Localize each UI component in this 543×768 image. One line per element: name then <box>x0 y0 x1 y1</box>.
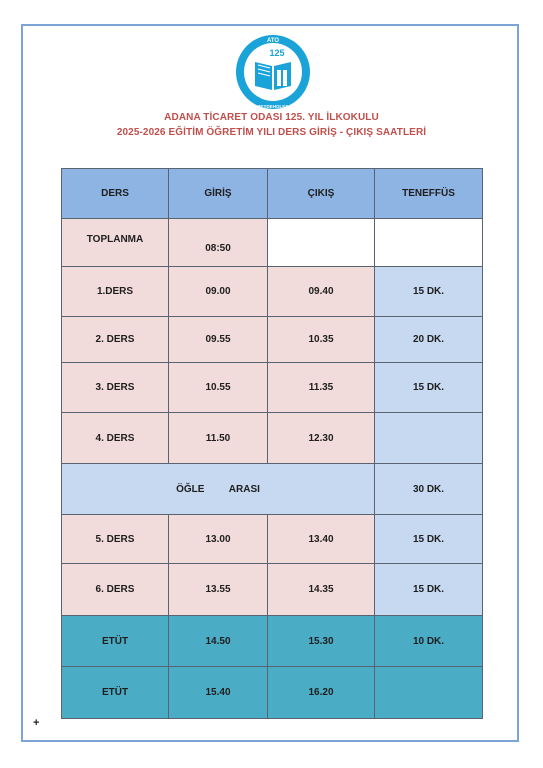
row-start: 08:50 <box>169 219 268 267</box>
table-row <box>62 219 483 267</box>
row-end: 16.20 <box>268 667 375 719</box>
row-break <box>375 413 483 464</box>
row-break: 15 DK. <box>375 564 483 616</box>
row-end: 14.35 <box>268 564 375 616</box>
table-row <box>62 667 483 719</box>
row-break <box>375 219 483 267</box>
row-start: 15.40 <box>169 667 268 719</box>
row-end: 10.35 <box>268 317 375 363</box>
header-lesson: DERS <box>62 169 169 219</box>
row-lesson: 1.DERS <box>62 267 169 317</box>
header-start: GİRİŞ <box>169 169 268 219</box>
row-end <box>268 219 375 267</box>
table-row <box>62 515 483 564</box>
row-lesson: ETÜT <box>62 616 169 667</box>
table-row <box>62 616 483 667</box>
school-logo <box>233 32 313 112</box>
row-end: 11.35 <box>268 363 375 413</box>
row-break: 15 DK. <box>375 515 483 564</box>
row-lesson: 3. DERS <box>62 363 169 413</box>
header-break: TENEFFÜS <box>375 169 483 219</box>
schedule-title: 2025-2026 EĞİTİM ÖĞRETİM YILI DERS GİRİŞ - ÇIKIŞ SAATLERİ <box>116 127 427 138</box>
row-break: 30 DK. <box>375 464 483 515</box>
row-start: 11.50 <box>169 413 268 464</box>
lunch-break-row <box>62 464 483 515</box>
row-break: 15 DK. <box>375 363 483 413</box>
row-end: 12.30 <box>268 413 375 464</box>
row-break: 20 DK. <box>375 317 483 363</box>
row-break: 10 DK. <box>375 616 483 667</box>
logo-number: 125 <box>269 48 285 58</box>
logo-bottom-text: ZEYDEHOLES <box>257 104 289 109</box>
lunch-break-label: ÖĞLE ARASI <box>62 464 375 515</box>
row-start: 10.55 <box>169 363 268 413</box>
table-row <box>62 267 483 317</box>
header-end: ÇIKIŞ <box>268 169 375 219</box>
row-start: 13.55 <box>169 564 268 616</box>
row-lesson: 6. DERS <box>62 564 169 616</box>
row-end: 09.40 <box>268 267 375 317</box>
row-start: 09.00 <box>169 267 268 317</box>
logo-top-text: ATO <box>266 38 280 44</box>
table-row <box>62 317 483 363</box>
school-name: ADANA TİCARET ODASI 125. YIL İLKOKULU <box>164 112 379 123</box>
row-lesson: 5. DERS <box>62 515 169 564</box>
table-row <box>62 413 483 464</box>
row-lesson: ETÜT <box>62 667 169 719</box>
row-lesson: TOPLANMA <box>62 219 169 267</box>
row-break <box>375 667 483 719</box>
row-start: 14.50 <box>169 616 268 667</box>
row-lesson: 4. DERS <box>62 413 169 464</box>
table-row <box>62 363 483 413</box>
table-row <box>62 564 483 616</box>
schedule-table <box>61 168 483 719</box>
row-end: 13.40 <box>268 515 375 564</box>
footer-mark: + <box>33 717 40 729</box>
row-start: 09.55 <box>169 317 268 363</box>
row-start: 13.00 <box>169 515 268 564</box>
row-end: 15.30 <box>268 616 375 667</box>
row-lesson: 2. DERS <box>62 317 169 363</box>
row-break: 15 DK. <box>375 267 483 317</box>
table-header-row <box>62 169 483 219</box>
